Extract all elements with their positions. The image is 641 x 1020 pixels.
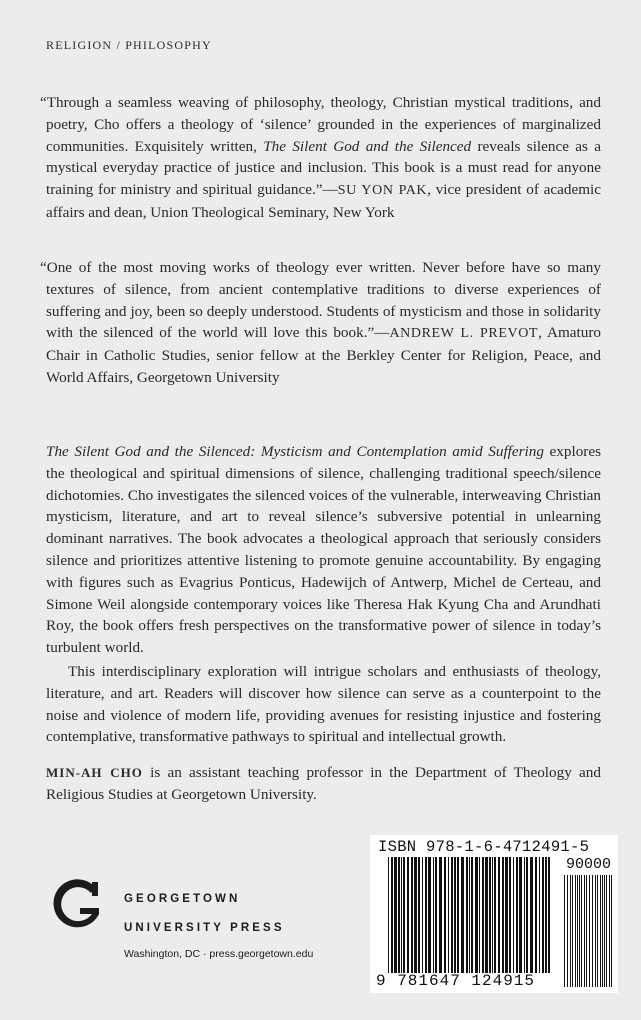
- barcode-bar: [422, 857, 423, 973]
- book-description: [46, 441, 601, 748]
- endorser-affiliation: , Amaturo Chair in Catholic Studies, senior fellow at the Berkley Center for Religion, Peace, and World Affairs, Georgetown University: [46, 324, 601, 386]
- blurb-text: “Through a seamless weaving of philosophy, theology, Christian mystical traditions, and poetry, Cho offers a theology of ‘silence’ grounded in the experiences of marginalized communities. Exquisitely written,: [40, 94, 601, 155]
- barcode-bar: [498, 857, 500, 973]
- barcode-bar: [454, 857, 456, 973]
- author-name: MIN-AH CHO: [46, 765, 143, 780]
- addon-bar: [575, 875, 576, 987]
- barcode-bar: [428, 857, 431, 973]
- description-text: explores the theological and spiritual dimensions of silence, challenging traditional speech/silence dichotomies. Cho investigates the silenced voices of the vulnerable, interweaving Christian mysticism, literature, and art to reveal silence’s subversive potential in unlearning dominant narratives. The book advocates a theological approach that seriously considers silence and prioritizes attentive listening to promote genuine accountability. By engaging with figures such as Evagrius Ponticus, Hadewijch of Antwerp, Michel de Certeau, and Simone Weil alongside contemporary voices like Theresa Hak Kyung Cha and Arundhati Roy, the book offers fresh perspectives on the transformative power of silence in today’s turbulent world.: [46, 443, 602, 657]
- barcode-bar: [451, 857, 453, 973]
- barcode-bar: [475, 857, 478, 973]
- barcode-bar: [418, 857, 420, 973]
- barcode-bar: [539, 857, 540, 973]
- barcode-bar: [519, 857, 522, 973]
- barcode-bar: [492, 857, 493, 973]
- endorser-name: ANDREW L. PREVOT: [389, 326, 539, 342]
- barcode-bar: [411, 857, 413, 973]
- addon-bar: [592, 875, 593, 987]
- barcode-bar: [516, 857, 518, 973]
- barcode-bar: [403, 857, 405, 973]
- barcode-bar: [535, 857, 537, 973]
- addon-bar: [564, 875, 565, 987]
- addon-bar: [570, 875, 571, 987]
- barcode-bar: [548, 857, 550, 973]
- endorser-affiliation: , vice president of academic affairs and dean, Union Theological Seminary, New York: [46, 181, 602, 221]
- addon-bar: [586, 875, 587, 987]
- barcode-bar: [457, 857, 459, 973]
- barcode-bar: [388, 857, 389, 973]
- addon-bar: [609, 875, 610, 987]
- barcode-bar: [485, 857, 488, 973]
- barcode-bar: [502, 857, 504, 973]
- barcode-bar: [461, 857, 464, 973]
- barcode-bar: [391, 857, 393, 973]
- barcode-bar: [545, 857, 547, 973]
- barcode-bar: [524, 857, 525, 973]
- addon-bar: [611, 875, 612, 987]
- barcode-bar: [435, 857, 437, 973]
- barcode-bar: [407, 857, 409, 973]
- publisher-address: Washington, DC · press.georgetown.edu: [124, 948, 314, 960]
- endorsement-blurb-2: [40, 257, 601, 389]
- barcode-bar: [494, 857, 496, 973]
- category-label: RELIGION / PHILOSOPHY: [46, 38, 212, 52]
- isbn-barcode: [370, 835, 618, 993]
- barcode-bar: [398, 857, 400, 973]
- barcode-bar: [505, 857, 508, 973]
- barcode-bar: [471, 857, 473, 973]
- barcode-bar: [489, 857, 491, 973]
- publisher-name-line2: UNIVERSITY PRESS: [124, 922, 285, 934]
- endorser-name: SU YON PAK: [337, 183, 428, 199]
- barcode-ean: 9 781647 124915: [376, 972, 536, 990]
- author-bio: [46, 762, 601, 806]
- barcode-bar: [542, 857, 544, 973]
- addon-bar: [579, 875, 580, 987]
- book-title-italic: The Silent God and the Silenced: Mysticism and Contemplation amid Suffering: [46, 443, 544, 460]
- endorsement-blurb-1: [40, 92, 602, 224]
- blurb-text: reveals silence as a mystical everyday practice of justice and inclusion. This book is a must read for anyone training for ministry and spiritual guidance.”—: [46, 137, 601, 199]
- barcode-bar: [425, 857, 427, 973]
- addon-bar: [595, 875, 596, 987]
- georgetown-g-logo-icon: [44, 874, 106, 936]
- addon-bar: [581, 875, 582, 987]
- addon-bar: [602, 875, 603, 987]
- barcode-bar: [401, 857, 402, 973]
- barcode-bar: [530, 857, 533, 973]
- addon-bar: [600, 875, 601, 987]
- barcode-bar: [439, 857, 442, 973]
- barcode-bar: [433, 857, 434, 973]
- barcode-bar: [448, 857, 449, 973]
- barcode-bar: [466, 857, 468, 973]
- addon-bar: [606, 875, 607, 987]
- description-paragraph-2: This interdisciplinary exploration will intrigue scholars and enthusiasts of theology, literature, and art. Readers will discover how silence can serve as a counterpoint to the noise and violence of modern life, providing avenues for resisting injustice and fostering contemplative, transformative pathways to spiritual and intellectual growth.: [46, 662, 601, 746]
- description-paragraph-1: [46, 441, 601, 659]
- barcode-bar: [394, 857, 397, 973]
- barcode-bar: [444, 857, 446, 973]
- addon-bar: [589, 875, 590, 987]
- isbn-label: ISBN 978-1-6-4712491-5: [378, 838, 590, 856]
- barcode-bar: [469, 857, 470, 973]
- addon-bar: [597, 875, 598, 987]
- barcode-bar: [482, 857, 484, 973]
- book-title-italic: The Silent God and the Silenced: [263, 137, 472, 155]
- addon-bar: [604, 875, 605, 987]
- barcode-addon: 90000: [566, 856, 612, 873]
- barcode-bar: [526, 857, 528, 973]
- barcode-bar: [509, 857, 511, 973]
- addon-bar: [572, 875, 573, 987]
- addon-bar: [567, 875, 568, 987]
- addon-bar: [584, 875, 585, 987]
- barcode-bar: [414, 857, 417, 973]
- addon-bar: [577, 875, 578, 987]
- publisher-name-line1: GEORGETOWN: [124, 893, 241, 905]
- barcode-bar: [479, 857, 480, 973]
- barcode-bar: [513, 857, 514, 973]
- blurb-text: “One of the most moving works of theology ever written. Never before have so many textures of silence, from ancient contemplative traditions to diverse experiences of suffering and joy, been so deeply understood. Students of mysticism and those in solidarity with the silenced of the world will love this book.”—: [40, 259, 601, 342]
- author-bio-text: is an assistant teaching professor in the Department of Theology and Religious Studies at Georgetown University.: [46, 764, 601, 803]
